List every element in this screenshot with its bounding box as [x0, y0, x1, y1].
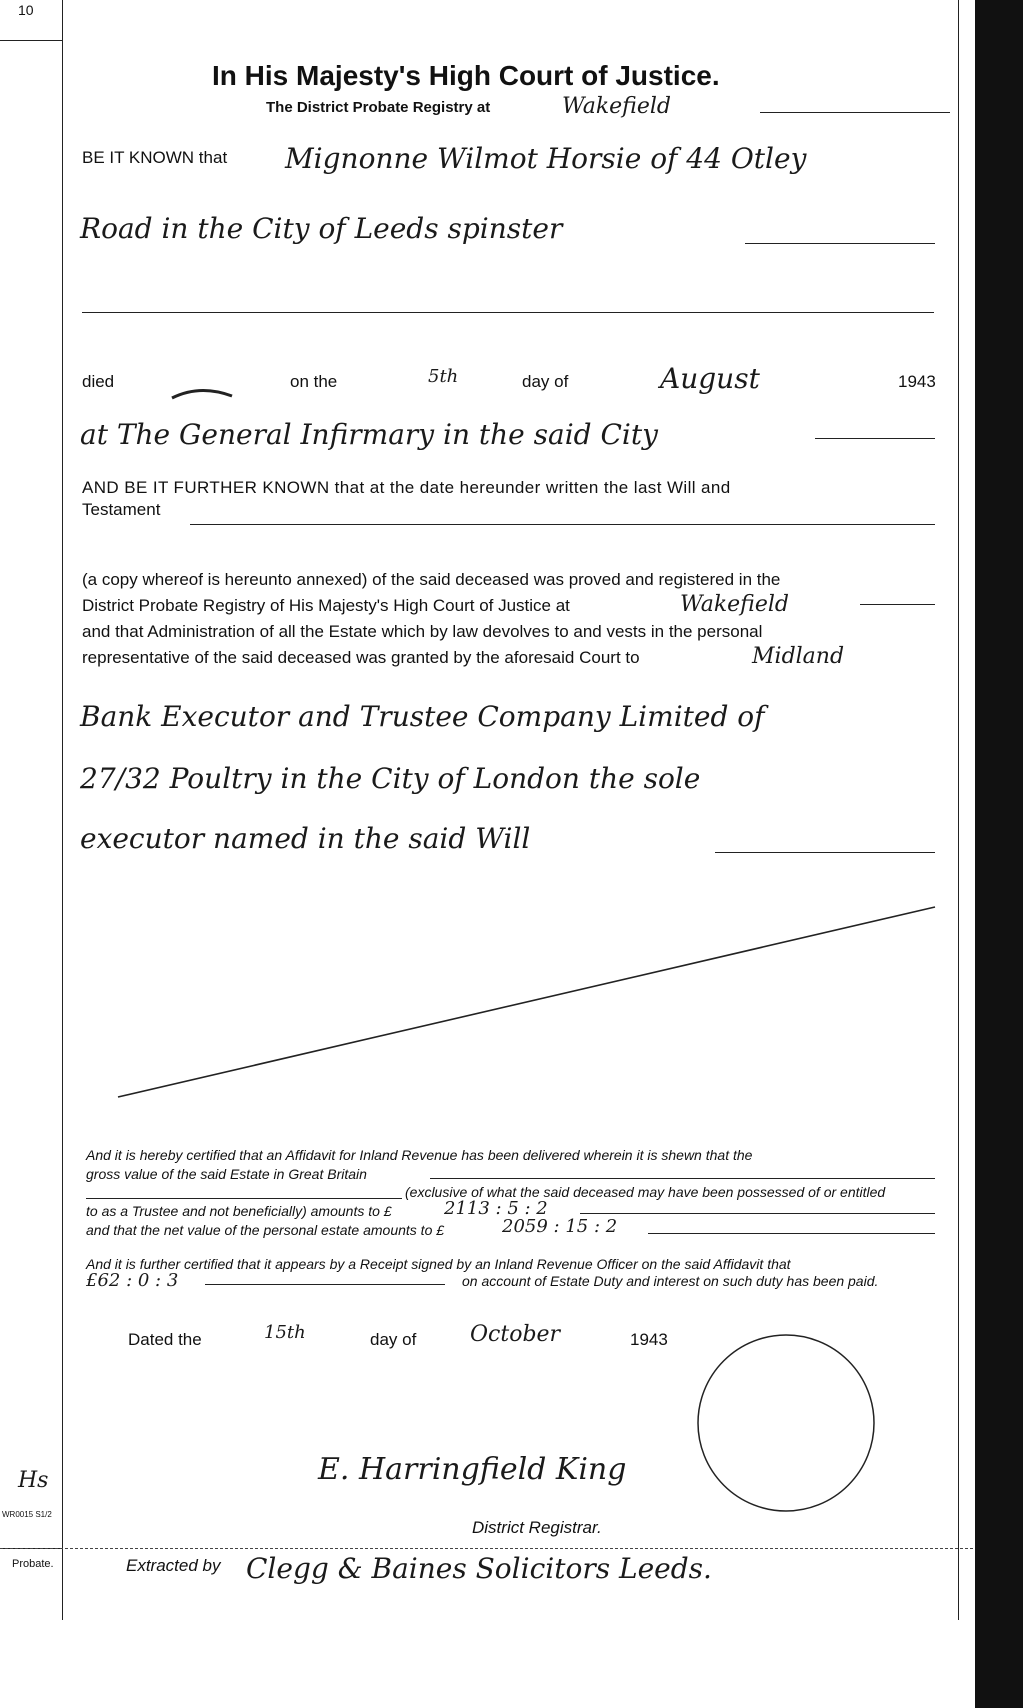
deceased-line-2: Road in the City of Leeds spinster: [80, 212, 563, 245]
known-lead: BE IT KNOWN that: [82, 148, 228, 167]
day-of-label: day of: [522, 372, 569, 391]
grantee-line-2: 27/32 Poultry in the City of London the sole: [80, 762, 701, 795]
margin-initials: Hs: [18, 1468, 49, 1493]
duty-amount: £62 : 0 : 3: [86, 1270, 179, 1291]
revenue-text-1: And it is hereby certified that an Affidavit for Inland Revenue has been delivered wherein it is shewn that the: [86, 1147, 753, 1163]
dated-label: Dated the: [128, 1330, 202, 1349]
grant-registry-place: Wakefield: [680, 592, 789, 617]
corner-mark: 10: [18, 2, 34, 18]
extracted-label: Extracted by: [126, 1556, 221, 1575]
fill-line: [86, 1198, 402, 1199]
death-month: August: [660, 362, 760, 395]
revenue-text-7: on account of Estate Duty and interest on such duty has been paid.: [462, 1273, 879, 1289]
dated-day-of-label: day of: [370, 1330, 417, 1349]
dated-month: October: [470, 1322, 561, 1347]
grant-text-4: representative of the said deceased was granted by the aforesaid Court to: [82, 648, 640, 667]
grant-text-1: (a copy whereof is hereunto annexed) of the said deceased was proved and registered in the: [82, 570, 781, 589]
registrar-title: District Registrar.: [472, 1518, 602, 1537]
fill-line: [648, 1233, 935, 1234]
seal-circle: [698, 1335, 874, 1511]
gross-amount: 2113 : 5 : 2: [444, 1198, 548, 1219]
fill-line: [430, 1178, 935, 1179]
margin-stamp: WR0015 S1/2: [2, 1510, 52, 1519]
dash-mark: [172, 390, 232, 398]
grantee-line-1: Bank Executor and Trustee Company Limited of: [80, 700, 765, 733]
grant-text-3: and that Administration of all the Estate which by law devolves to and vests in the personal: [82, 622, 763, 641]
death-place: at The General Infirmary in the said City: [80, 418, 658, 451]
dated-day: 15th: [264, 1322, 306, 1343]
margin-probate-label: Probate.: [12, 1558, 54, 1570]
dated-year: 1943: [630, 1330, 668, 1349]
court-title: In His Majesty's High Court of Justice.: [212, 60, 720, 91]
further-known-line1: AND BE IT FURTHER KNOWN that at the date hereunder written the last Will and: [82, 478, 731, 497]
deceased-line-1: Mignonne Wilmot Horsie of 44 Otley: [285, 142, 807, 175]
fill-line: [580, 1213, 935, 1214]
revenue-text-3: (exclusive of what the said deceased may have been possessed of or entitled: [405, 1184, 886, 1200]
revenue-text-4: to as a Trustee and not beneficially) amounts to £: [86, 1203, 392, 1219]
grantee-line-3: executor named in the said Will: [80, 822, 531, 855]
revenue-text-6: And it is further certified that it appears by a Receipt signed by an Inland Revenue Officer on the said Affidavit that: [86, 1256, 791, 1272]
extracted-by: Clegg & Baines Solicitors Leeds.: [246, 1552, 712, 1585]
revenue-text-5: and that the net value of the personal estate amounts to £: [86, 1222, 445, 1238]
death-day: 5th: [428, 366, 459, 387]
grant-text-2: District Probate Registry of His Majesty's High Court of Justice at: [82, 596, 570, 615]
death-year: 1943: [898, 372, 936, 391]
on-the-label: on the: [290, 372, 338, 391]
revenue-text-2: gross value of the said Estate in Great Britain: [86, 1166, 367, 1182]
registrar-signature: E. Harringfield King: [318, 1452, 627, 1487]
fill-line: [205, 1284, 445, 1285]
registry-place: Wakefield: [562, 94, 671, 119]
died-label: died: [82, 372, 115, 391]
further-known-line2: Testament: [82, 500, 161, 519]
grantee-start: Midland: [752, 644, 845, 669]
net-amount: 2059 : 15 : 2: [502, 1216, 618, 1237]
registry-label: The District Probate Registry at: [266, 99, 491, 116]
